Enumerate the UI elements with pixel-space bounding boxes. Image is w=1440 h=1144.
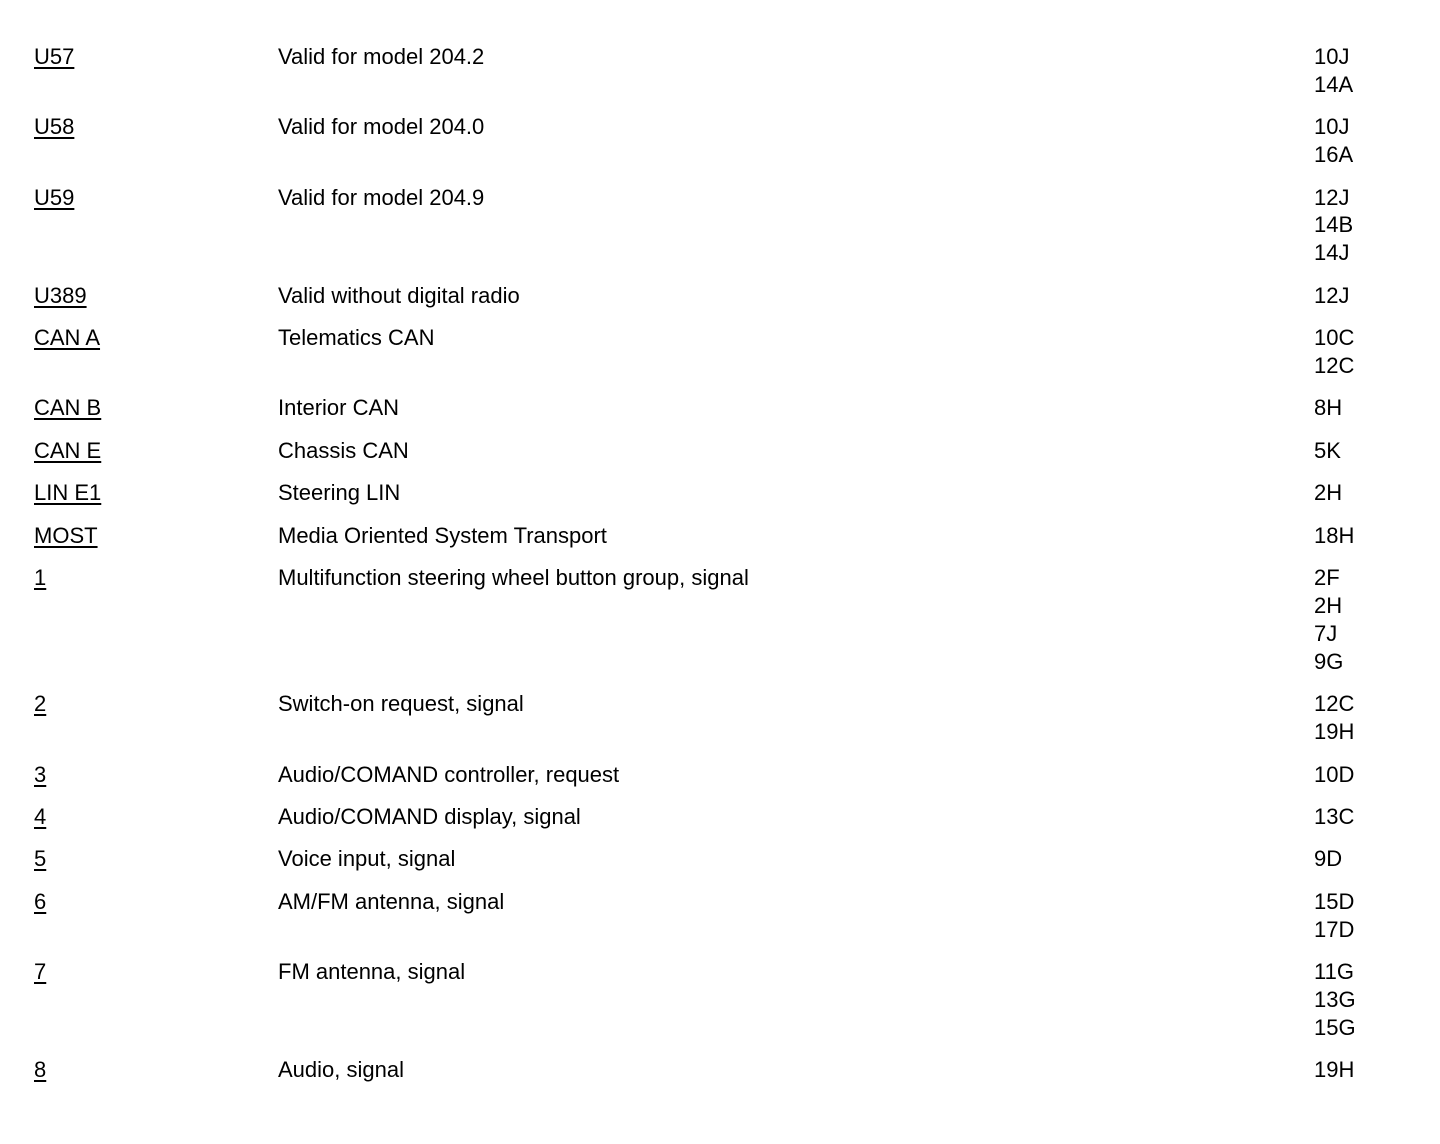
code-link[interactable]: 5 [34,846,47,872]
description: AM/FM antenna, signal [278,888,505,914]
grid-reference: 18H [1314,522,1355,548]
grid-references [1314,690,1440,746]
grid-references [1314,761,1440,789]
legend-row [0,958,1440,1056]
grid-references [1314,437,1440,465]
legend-row [0,437,1440,479]
grid-reference: 15D [1314,888,1355,914]
description: Audio/COMAND controller, request [278,761,620,787]
grid-references [1314,845,1440,873]
grid-reference: 5K [1314,437,1341,463]
description: FM antenna, signal [278,959,466,985]
grid-reference: 12C [1314,352,1355,378]
grid-reference: 2F [1314,565,1340,591]
grid-reference: 10J [1314,114,1350,140]
legend-row [0,282,1440,324]
grid-reference: 10D [1314,761,1355,787]
grid-references [1314,564,1440,675]
code-link[interactable]: 8 [34,1057,47,1083]
grid-reference: 10C [1314,325,1355,351]
grid-references [1314,184,1440,267]
grid-reference: 7J [1314,620,1338,646]
grid-reference: 19H [1314,1057,1355,1083]
grid-references [1314,888,1440,944]
grid-reference: 14B [1314,212,1354,238]
description: Multifunction steering wheel button group, signal [278,565,749,591]
grid-reference: 19H [1314,719,1355,745]
description: Valid for model 204.0 [278,114,485,140]
description: Switch-on request, signal [278,691,524,717]
legend-row [0,1056,1440,1098]
code-link[interactable]: 3 [34,761,47,787]
grid-reference: 17D [1314,916,1355,942]
grid-references [1314,324,1440,380]
legend-row [0,479,1440,521]
description: Chassis CAN [278,437,409,463]
grid-reference: 8H [1314,395,1343,421]
code-link[interactable]: CAN E [34,437,102,463]
grid-reference: 12C [1314,691,1355,717]
description: Audio/COMAND display, signal [278,803,581,829]
code-link[interactable]: 4 [34,803,47,829]
legend-row [0,888,1440,958]
grid-reference: 2H [1314,593,1343,619]
grid-reference: 9D [1314,846,1343,872]
grid-reference: 12J [1314,184,1350,210]
grid-references [1314,43,1440,99]
grid-reference: 10J [1314,44,1350,69]
code-link[interactable]: U59 [34,184,75,210]
legend-row [0,690,1440,760]
grid-references [1314,113,1440,169]
grid-reference: 9G [1314,648,1344,674]
grid-references [1314,958,1440,1041]
grid-references [1314,394,1440,422]
grid-reference: 13C [1314,803,1355,829]
legend-row [0,803,1440,845]
code-link[interactable]: 2 [34,691,47,717]
legend-row [0,845,1440,887]
grid-references [1314,479,1440,507]
description: Audio, signal [278,1057,404,1083]
legend-row [0,564,1440,690]
grid-reference: 14A [1314,71,1354,97]
grid-reference: 14J [1314,240,1350,266]
code-link[interactable]: U58 [34,114,75,140]
description: Valid for model 204.9 [278,184,485,210]
grid-reference: 11G [1314,959,1354,985]
description: Media Oriented System Transport [278,522,607,548]
grid-reference: 16A [1314,142,1354,168]
legend-table [0,43,1440,1099]
legend-row [0,43,1440,113]
legend-row [0,113,1440,183]
code-link[interactable]: MOST [34,522,98,548]
code-link[interactable]: U389 [34,282,87,308]
legend-row [0,522,1440,564]
grid-references [1314,282,1440,310]
description: Voice input, signal [278,846,456,872]
grid-reference: 15G [1314,1014,1356,1040]
code-link[interactable]: U57 [34,44,75,69]
description: Steering LIN [278,480,401,506]
grid-references [1314,803,1440,831]
description: Interior CAN [278,395,400,421]
legend-row [0,184,1440,282]
code-link[interactable]: LIN E1 [34,480,102,506]
code-link[interactable]: CAN B [34,395,102,421]
description: Telematics CAN [278,325,435,351]
code-link[interactable]: 6 [34,888,47,914]
grid-reference: 13G [1314,987,1356,1013]
description: Valid for model 204.2 [278,44,485,69]
grid-references [1314,1056,1440,1084]
code-link[interactable]: 7 [34,959,47,985]
legend-row [0,324,1440,394]
legend-row [0,761,1440,803]
grid-reference: 2H [1314,480,1343,506]
grid-reference: 12J [1314,282,1350,308]
description: Valid without digital radio [278,282,520,308]
legend-row [0,394,1440,436]
code-link[interactable]: 1 [34,565,47,591]
code-link[interactable]: CAN A [34,325,101,351]
grid-references [1314,522,1440,550]
